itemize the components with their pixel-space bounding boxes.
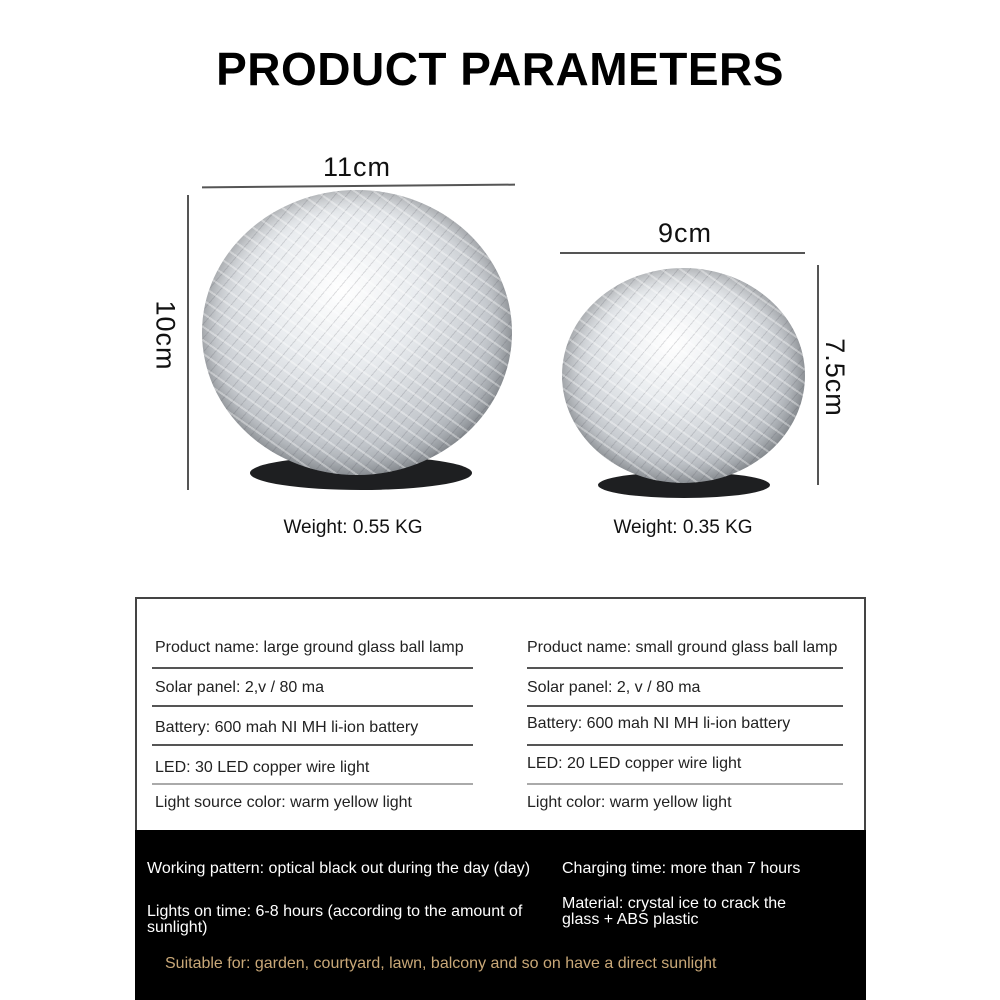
spec-right-3: LED: 20 LED copper wire light xyxy=(527,755,742,772)
small-weight: Weight: 0.35 KG xyxy=(613,517,753,538)
spec-left-2: Battery: 600 mah NI MH li-ion battery xyxy=(155,719,419,736)
large-width-label: 11cm xyxy=(323,152,392,182)
divider xyxy=(527,705,843,707)
divider xyxy=(152,744,473,746)
spec-left-3: LED: 30 LED copper wire light xyxy=(155,759,370,776)
material: Material: crystal ice to crack the glass + ABS plastic xyxy=(562,895,787,928)
spec-right-1: Solar panel: 2, v / 80 ma xyxy=(527,679,701,696)
page-title: PRODUCT PARAMETERS xyxy=(216,43,784,95)
lights-on-time: Lights on time: 6-8 hours (according to the amount of sunlight) xyxy=(147,903,523,936)
width-dimension-line xyxy=(560,252,805,254)
charging-time: Charging time: more than 7 hours xyxy=(562,860,801,877)
small-height-label: 7.5cm xyxy=(819,338,850,417)
working-pattern: Working pattern: optical black out during the day (day) xyxy=(147,860,531,877)
divider xyxy=(152,667,473,669)
divider xyxy=(152,783,473,785)
spec-left-1: Solar panel: 2,v / 80 ma xyxy=(155,679,324,696)
small-width-label: 9cm xyxy=(658,218,713,248)
spec-right-4: Light color: warm yellow light xyxy=(527,794,732,811)
spec-left-4: Light source color: warm yellow light xyxy=(155,794,412,811)
divider xyxy=(527,744,843,746)
large-lamp-texture xyxy=(202,190,512,475)
divider xyxy=(527,667,843,669)
suitable-for: Suitable for: garden, courtyard, lawn, balcony and so on have a direct sunlight xyxy=(165,955,717,972)
small-lamp-texture xyxy=(562,268,805,483)
large-height-label: 10cm xyxy=(150,300,181,371)
large-weight: Weight: 0.55 KG xyxy=(283,517,423,538)
spec-left-0: Product name: large ground glass ball lamp xyxy=(155,639,464,656)
spec-right-2: Battery: 600 mah NI MH li-ion battery xyxy=(527,715,791,732)
spec-right-0: Product name: small ground glass ball lamp xyxy=(527,639,838,656)
width-dimension-line xyxy=(202,184,515,188)
divider xyxy=(527,783,843,785)
height-dimension-line xyxy=(187,195,189,490)
divider xyxy=(152,705,473,707)
